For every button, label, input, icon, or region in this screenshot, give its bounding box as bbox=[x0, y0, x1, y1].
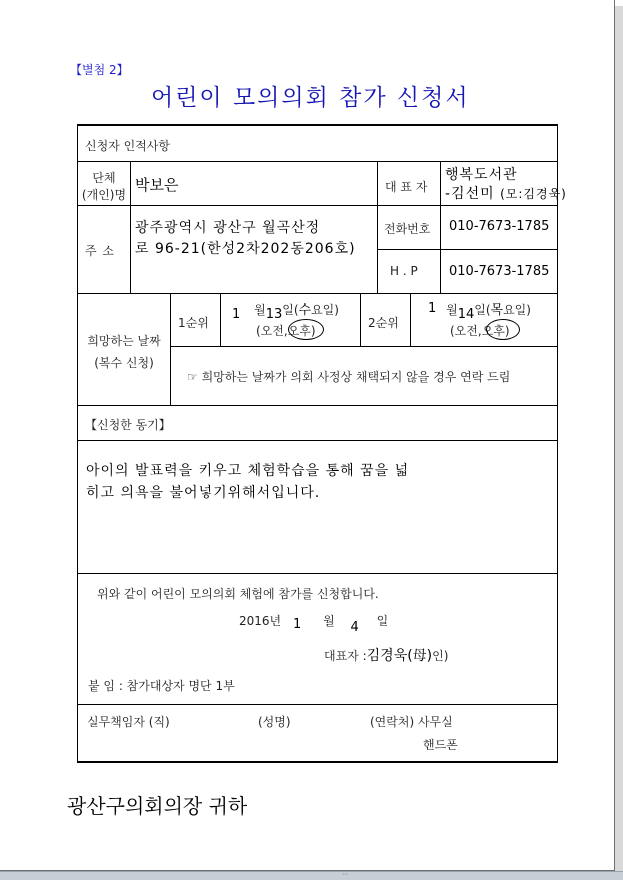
second-choice-label: 2순위 bbox=[368, 316, 399, 330]
motive-label: 【신청한 동기】 bbox=[85, 418, 171, 432]
second-choice-date: 1 월14일(목요일) bbox=[428, 301, 531, 322]
address-value: 광주광역시 광산구 월곡산정 로 96-21(한성2차202동206호) bbox=[135, 220, 356, 257]
first-choice-ampm: (오전,오후) bbox=[256, 324, 316, 338]
second-choice-pm-circle bbox=[486, 319, 520, 340]
signer-line: 대표자 :김경욱(母)인) bbox=[324, 648, 449, 664]
hp-value: 010-7673-1785 bbox=[449, 264, 550, 279]
date-notice: ☞ 희망하는 날짜가 의회 사정상 채택되지 않을 경우 연락 드림 bbox=[187, 370, 511, 384]
annex-label: 【별첨 2】 bbox=[70, 63, 129, 77]
scroll-grip-icon[interactable]: ⋯ bbox=[342, 871, 348, 878]
page-shadow bbox=[615, 6, 623, 879]
phone-label: 전화번호 bbox=[384, 222, 431, 236]
group-name-value: 박보은 bbox=[135, 176, 179, 194]
first-choice-pm-circle bbox=[288, 319, 324, 340]
representative-note: (모:김경욱) bbox=[500, 187, 567, 201]
hp-label: H . P bbox=[390, 264, 418, 278]
second-choice-ampm: (오전,오후) bbox=[450, 324, 510, 338]
first-choice-label: 1순위 bbox=[178, 316, 209, 330]
address-label: 주 소 bbox=[85, 244, 115, 258]
seal-mark: 인) bbox=[432, 649, 449, 663]
group-name-label: 단체 (개인)명 bbox=[81, 171, 127, 202]
contact-office-label: (연락처) 사무실 bbox=[370, 715, 453, 729]
representative-value: 행복도서관 -김선미 (모:김경욱) bbox=[445, 167, 567, 202]
officer-name-label: (성명) bbox=[258, 715, 291, 729]
officer-label: 실무책임자 (직) bbox=[87, 715, 170, 729]
addressee: 광산구의회의장 귀하 bbox=[67, 794, 248, 818]
desired-date-label: 희망하는 날짜 (복수 신청) bbox=[87, 334, 161, 370]
attachment-text: 붙 임 : 참가대상자 명단 1부 bbox=[88, 679, 235, 693]
motive-text: 아이의 발표력을 키우고 체험학습을 통해 꿈을 넓 히고 의욕을 불어넣기위해서입니다. bbox=[86, 463, 410, 501]
contact-mobile-label: 핸드폰 bbox=[423, 738, 458, 752]
section-applicant-label: 신청자 인적사항 bbox=[85, 139, 170, 153]
representative-label: 대 표 자 bbox=[385, 180, 428, 194]
application-date: 2016년 1 월 4 일 bbox=[239, 614, 389, 635]
declaration-text: 위와 같이 어린이 모의의회 체험에 참가를 신청합니다. bbox=[97, 587, 379, 601]
first-choice-date: 1 월13일(수요일) bbox=[232, 303, 339, 322]
form-title: 어린이 모의의회 참가 신청서 bbox=[151, 85, 470, 111]
phone-value: 010-7673-1785 bbox=[449, 219, 550, 234]
signer-name: 김경욱(母) bbox=[366, 648, 433, 664]
